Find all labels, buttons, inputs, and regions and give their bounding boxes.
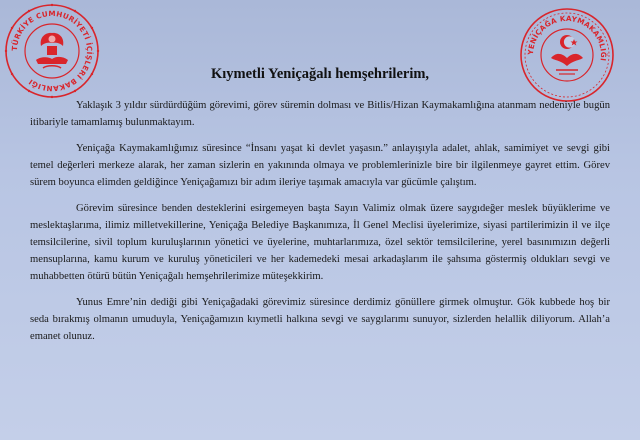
letter-body (30, 97, 610, 354)
district-emblem-icon (518, 6, 616, 104)
letter-paragraph: Yaklaşık 3 yıldır sürdürdüğüm görevimi, görev süremin dolması ve Bitlis/Hizan Kaymakamlığına atanmam nedeniyle bugün itibariyle tamamlamış bulunmaktayım. (30, 100, 610, 128)
ministry-seal-left (3, 2, 101, 100)
district-seal-right (518, 6, 616, 104)
svg-text:YENİÇAĞA KAYMAKAMLIĞI: YENİÇAĞA KAYMAKAMLIĞI (525, 13, 609, 62)
ministry-emblem-icon (3, 2, 101, 100)
svg-text:TÜRKİYE CUMHURİYETİ İÇİŞLERİ B: TÜRKİYE CUMHURİYETİ İÇİŞLERİ BAKANLIĞI (9, 8, 95, 94)
letter-paragraph: Yeniçağa Kaymakamlığımız süresince “İnsanı yaşat ki devlet yaşasın.” anlayışıyla adalet, ahlak, samimiyet ve sevgi gibi temel değerleri merkeze alarak, her zaman sizlerin en yakınında olmaya ve problemlerinizle bire bir ilgilenmeye gayret ettim. Görev sürem boyunca elimden geldiğince Yeniçağamızı bir adım ileriye taşımak amacıyla var gücümle çalıştım. (30, 143, 610, 188)
letter-paragraph: Yunus Emre’nin dediği gibi Yeniçağadaki görevimiz süresince derdimiz gönüllere girmek olmuştur. Gök kubbede hoş bir seda bırakmış olmanın umuduyla, Yeniçağamızın kıymetli halkına sevgi ve saygılarımı sunuyor, sizlerden helallik diliyorum. Allah’a emanet olunuz. (30, 297, 610, 342)
letter-paragraph: Görevim süresince benden desteklerini esirgemeyen başta Sayın Valimiz olmak üzere saygıdeğer meslek büyüklerime ve meslektaşlarıma, ilimiz milletvekillerine, Yeniçağa Belediye Başkanımıza, İl Genel Meclisi üyelerimize, siyasi partilerimizin il ve ilçe temsilcilerine, sivil toplum kuruluşlarının yönetici ve üyelerine, muhtarlarımıza, özel sektör temsilcilerine, yerel basınımızın değerli mensuplarına, kamu kurum ve kuruluş yöneticileri ve her kademedeki mesai arkadaşlarım ile şahsıma göstermiş oldukları sevgi ve muhabbetten ötürü bütün Yeniçağalı hemşehrilerimize müteşekkirim. (30, 203, 610, 282)
letter-heading: Kıymetli Yeniçağalı hemşehrilerim, (210, 66, 430, 82)
